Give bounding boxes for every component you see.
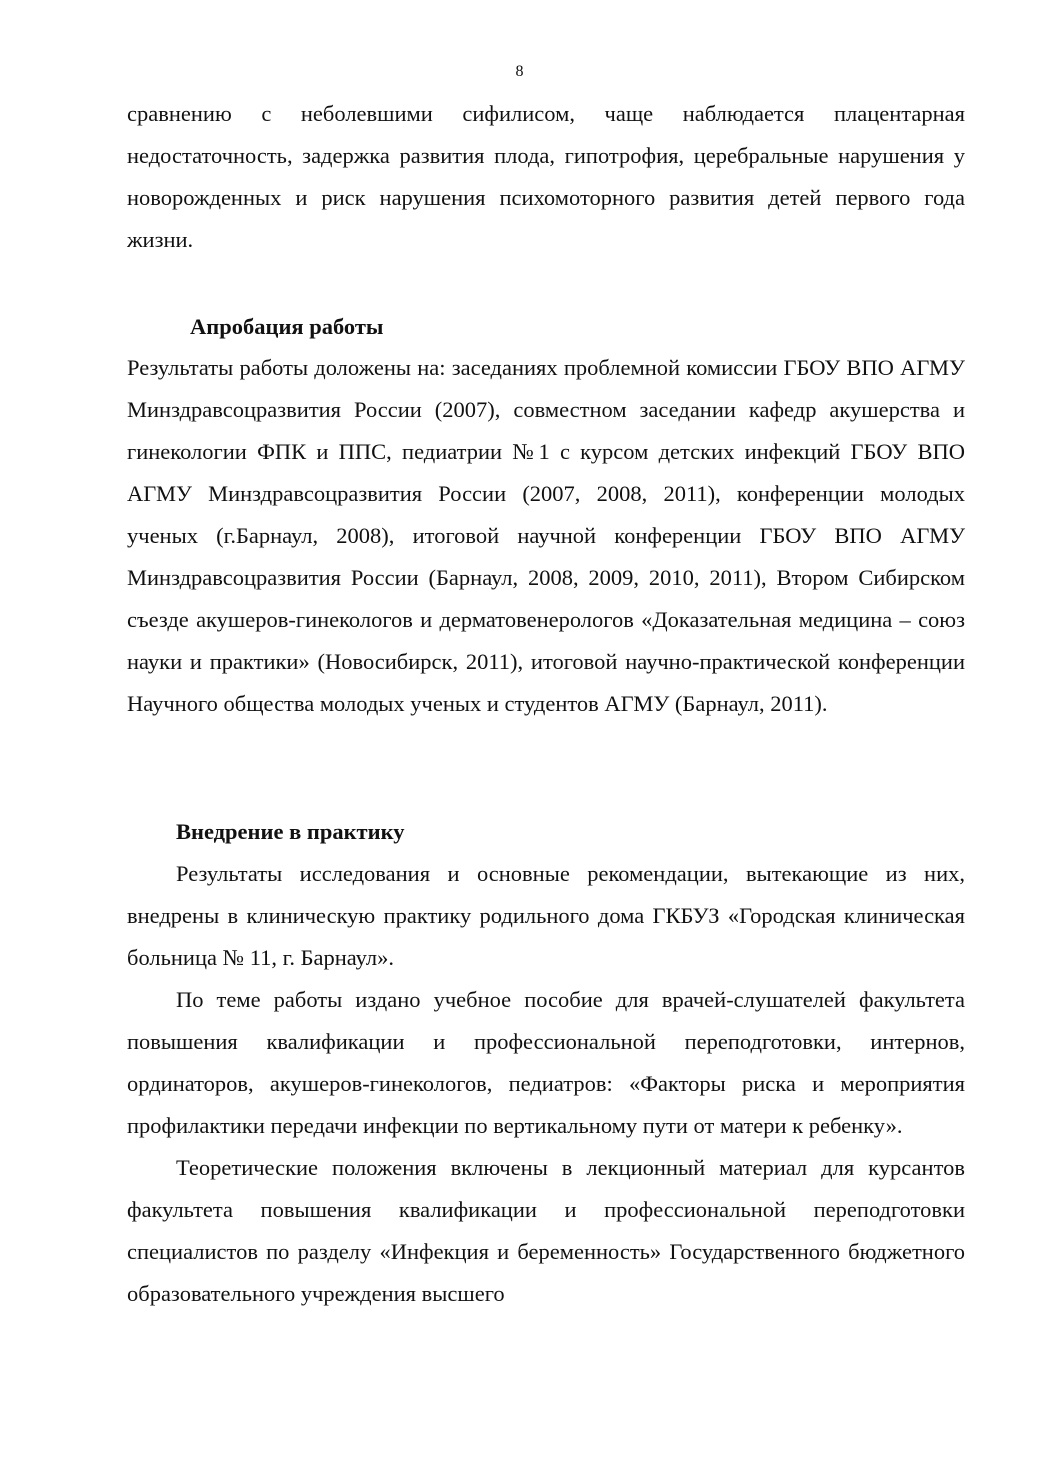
intro-paragraph: сравнению с неболевшими сифилисом, чаще наблюдается плацентарная недостаточность, задержка развития плода, гипотрофия, церебральные нарушения у новорожденных и риск нарушения психомоторного развития детей первого года жизни.: [127, 101, 965, 252]
implementation-paragraph-2: По теме работы издано учебное пособие для врачей-слушателей факультета повышения квалификации и профессиональной переподготовки, интернов, ординаторов, акушеров-гинекологов, педиатров: «Факторы риска и мероприятия профилактики передачи инфекции по вертикальному пути от матери к ребенку».: [127, 987, 965, 1138]
approbation-heading: Апробация работы: [190, 314, 384, 339]
implementation-paragraph-3: Теоретические положения включены в лекционный материал для курсантов факультета повышения квалификации и профессиональной переподготовки специалистов по разделу «Инфекция и беременность» Государственного бюджетного образовательного учреждения высшего: [127, 1155, 965, 1306]
implementation-section: [127, 853, 965, 1315]
implementation-paragraph-1: Результаты исследования и основные рекомендации, вытекающие из них, внедрены в клиническую практику родильного дома ГКБУЗ «Городская клиническая больница № 11, г. Барнаул».: [127, 861, 965, 970]
implementation-heading: Внедрение в практику: [176, 819, 405, 844]
intro-section: [127, 93, 965, 261]
approbation-section: [127, 347, 965, 725]
page-number: 8: [515, 63, 524, 80]
approbation-paragraph: Результаты работы доложены на: заседаниях проблемной комиссии ГБОУ ВПО АГМУ Минздравсоцразвития России (2007), совместном заседании кафедр акушерства и гинекологии ФПК и ППС, педиатрии №1 с курсом детских инфекций ГБОУ ВПО АГМУ Минздравсоцразвития России (2007, 2008, 2011), конференции молодых ученых (г.Барнаул, 2008), итоговой научной конференции ГБОУ ВПО АГМУ Минздравсоцразвития России (Барнаул, 2008, 2009, 2010, 2011), Втором Сибирском съезде акушеров-гинекологов и дерматовенерологов «Доказательная медицина – союз науки и практики» (Новосибирск, 2011), итоговой научно-практической конференции Научного общества молодых ученых и студентов АГМУ (Барнаул, 2011).: [127, 355, 965, 716]
